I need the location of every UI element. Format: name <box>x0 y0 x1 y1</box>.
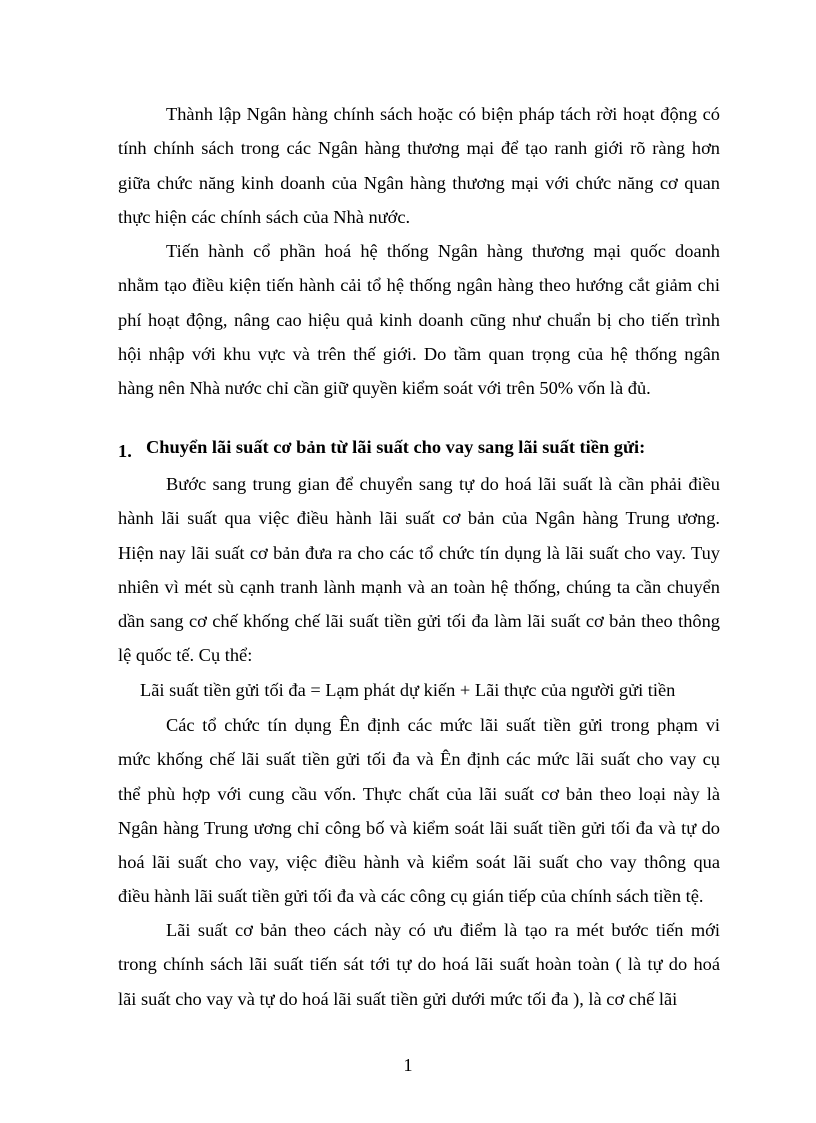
paragraph-5 <box>118 913 720 1016</box>
formula: Lãi suất tiền gửi tối đa = Lạm phát dự kiến + Lãi thực của người gửi tiền <box>140 680 676 700</box>
section-title: Chuyển lãi suất cơ bản từ lãi suất cho vay sang lãi suất tiền gửi: <box>146 437 646 457</box>
section-heading <box>118 437 738 461</box>
text-line: Hiện nay lãi suất cơ bản đưa ra cho các tổ chức tín dụng là lãi suất cho vay. Tuy <box>118 542 720 563</box>
text-line: nhiên vì mét sù cạnh tranh lành mạnh và an toàn hệ thống, chúng ta cần chuyển <box>118 576 720 597</box>
text-line: hội nhập với khu vực và trên thế giới. Do tầm quan trọng của hệ thống ngân <box>118 343 720 364</box>
text-line: Ngân hàng Trung ương chỉ công bố và kiểm soát lãi suất tiền gửi tối đa và tự do <box>118 817 720 838</box>
section-number: 1. <box>118 441 132 461</box>
page-number: 1 <box>403 1055 413 1075</box>
text-line: Thành lập Ngân hàng chính sách hoặc có biện pháp tách rời hoạt động có <box>166 104 720 124</box>
text-line: nhằm tạo điều kiện tiến hành cải tổ hệ thống ngân hàng theo hướng cắt giảm chi <box>118 275 720 296</box>
text-line: hàng nên Nhà nước chỉ cần giữ quyền kiểm soát với trên 50% vốn là đủ. <box>118 378 651 399</box>
text-line: thực hiện các chính sách của Nhà nước. <box>118 206 411 227</box>
text-line: điều hành lãi suất tiền gửi tối đa và các công cụ gián tiếp của chính sách tiền tệ. <box>118 886 704 907</box>
text-line: Các tổ chức tín dụng Ên định các mức lãi suất tiền gửi trong phạm vi <box>166 715 720 735</box>
text-line: trong chính sách lãi suất tiến sát tới tự do hoá lãi suất hoàn toàn ( là tự do hoá <box>118 954 720 975</box>
text-line: tính chính sách trong các Ngân hàng thương mại để tạo ranh giới rõ ràng hơn <box>118 138 720 159</box>
text-line: thể phù hợp với cung cầu vốn. Thực chất của lãi suất cơ bản theo loại này là <box>118 783 720 804</box>
paragraph-2 <box>118 234 720 405</box>
paragraph-1 <box>118 97 720 234</box>
text-line: lãi suất cho vay và tự do hoá lãi suất tiền gửi dưới mức tối đa ), là cơ chế lãi <box>118 988 678 1009</box>
text-line: Bước sang trung gian để chuyển sang tự do hoá lãi suất là cần phải điều <box>166 474 720 494</box>
text-line: Lãi suất cơ bản theo cách này có ưu điểm là tạo ra mét bước tiến mới <box>166 920 720 940</box>
text-line: Tiến hành cổ phần hoá hệ thống Ngân hàng thương mại quốc doanh <box>166 241 720 261</box>
text-line: hoá lãi suất cho vay, việc điều hành và kiểm soát lãi suất cho vay thông qua <box>118 852 720 873</box>
text-line: mức khống chế lãi suất tiền gửi tối đa và Ên định các mức lãi suất cho vay cụ <box>118 749 720 770</box>
text-line: hành lãi suất qua việc điều hành lãi suất cơ bản của Ngân hàng Trung ương. <box>118 508 720 529</box>
text-line: dần sang cơ chế khống chế lãi suất tiền gửi tối đa làm lãi suất cơ bản theo thông <box>118 611 720 632</box>
paragraph-4 <box>118 708 720 914</box>
text-line: giữa chức năng kinh doanh của Ngân hàng thương mại với chức năng cơ quan <box>118 172 720 193</box>
paragraph-3 <box>118 467 720 673</box>
text-line: phí hoạt động, nâng cao hiệu quả kinh doanh cũng như chuẩn bị cho tiến trình <box>118 309 720 330</box>
text-line: lệ quốc tế. Cụ thể: <box>118 645 253 666</box>
